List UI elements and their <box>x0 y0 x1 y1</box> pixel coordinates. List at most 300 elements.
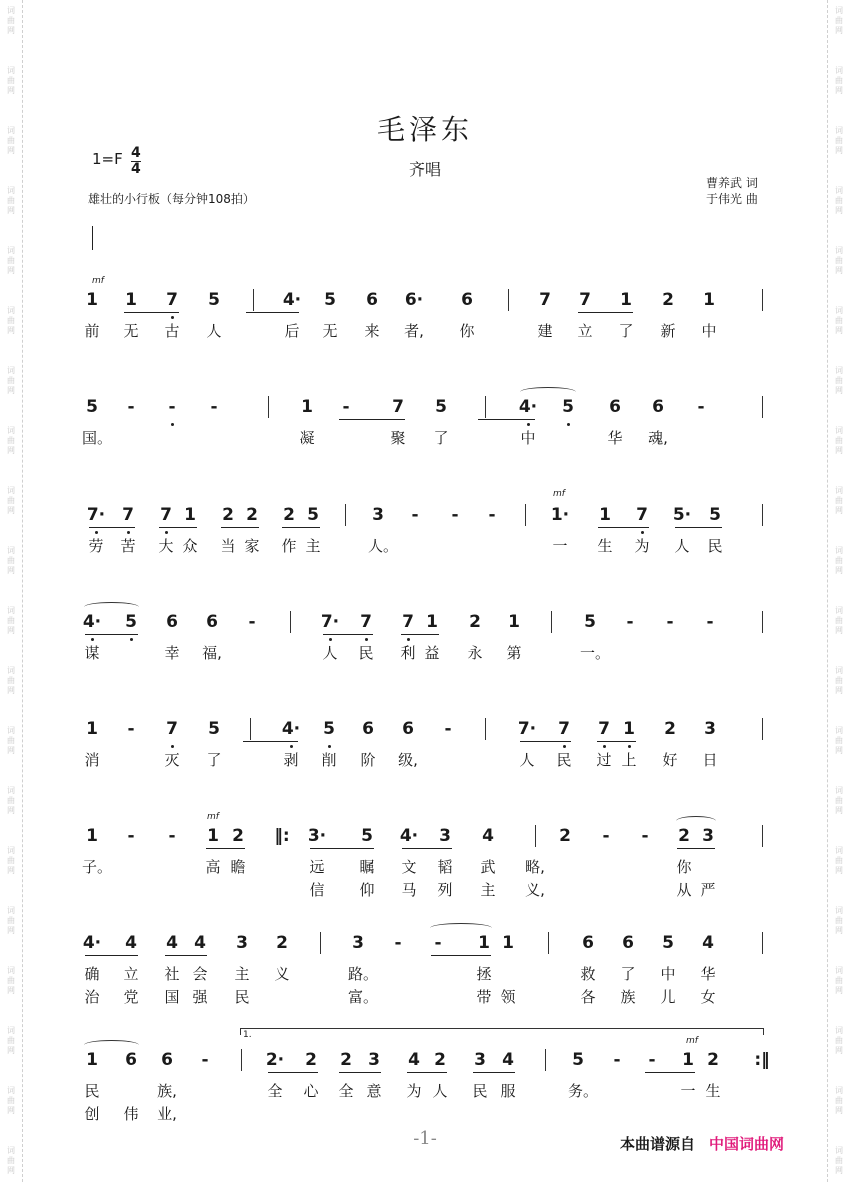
note: 5 <box>323 719 335 739</box>
note: 7 <box>160 505 172 525</box>
note: 5· <box>672 505 692 525</box>
lyric: 全 <box>338 1082 354 1100</box>
lyric-verse-2: 从 <box>676 881 692 899</box>
note: 5 <box>361 826 373 846</box>
lyric: 主 <box>234 965 250 983</box>
note: 2 <box>340 1050 352 1070</box>
lyric: 略, <box>525 858 545 876</box>
eighth-beam <box>431 955 491 956</box>
lyric: 韬 <box>437 858 453 876</box>
lyric: 人 <box>674 537 690 555</box>
watermark-text: 词 曲 网 <box>7 426 15 455</box>
dash-extension: - <box>488 505 496 525</box>
watermark-text: 词 曲 网 <box>835 606 843 635</box>
lyric: 为 <box>406 1082 422 1100</box>
lyric: 幸 <box>164 644 180 662</box>
barline <box>535 825 536 847</box>
watermark-text: 词 曲 网 <box>7 306 15 335</box>
lyric-verse-2: 义, <box>525 881 545 899</box>
low-octave-dot <box>95 531 98 534</box>
slur <box>520 387 576 397</box>
dash-extension: - <box>210 397 218 417</box>
lyric: 剥 <box>283 751 299 769</box>
lyric-verse-2: 女 <box>700 988 716 1006</box>
note: 4 <box>194 933 206 953</box>
barline <box>290 611 291 633</box>
lyric: 聚 <box>390 429 406 447</box>
lyric: 拯 <box>476 965 492 983</box>
low-octave-dot <box>527 423 530 426</box>
lyric: 凝 <box>299 429 315 447</box>
dash-extension: - <box>127 826 135 846</box>
barline <box>762 718 763 740</box>
barline <box>545 1049 546 1071</box>
eighth-beam <box>159 527 197 528</box>
lyric: 人 <box>206 322 222 340</box>
note: 1 <box>508 612 520 632</box>
note: 7 <box>166 719 178 739</box>
barline <box>253 289 254 311</box>
credits <box>706 175 758 207</box>
low-octave-dot <box>365 638 368 641</box>
watermark-text: 词 曲 网 <box>835 1086 843 1115</box>
dynamic-mf: mf <box>92 276 104 286</box>
lyric: 中 <box>660 965 676 983</box>
note: 6 <box>166 612 178 632</box>
note: 7 <box>166 290 178 310</box>
note: 5 <box>208 290 220 310</box>
lyric: 子。 <box>82 858 113 876</box>
barline <box>762 289 763 311</box>
low-octave-dot <box>407 638 410 641</box>
watermark-text: 词 曲 网 <box>7 606 15 635</box>
dash-extension: - <box>127 397 135 417</box>
repeat-end-sign: :‖ <box>754 1050 770 1070</box>
barline <box>508 289 509 311</box>
note: 4· <box>282 290 302 310</box>
lyric: 过 <box>596 751 612 769</box>
note: 5 <box>435 397 447 417</box>
note: 7 <box>558 719 570 739</box>
note: 2 <box>707 1050 719 1070</box>
lyric-verse-2: 各 <box>580 988 596 1006</box>
lyric: 灭 <box>164 751 180 769</box>
page-number: -1- <box>413 1128 437 1149</box>
note: 6 <box>582 933 594 953</box>
low-octave-dot <box>91 638 94 641</box>
eighth-beam <box>597 741 636 742</box>
low-octave-dot <box>165 531 168 534</box>
dash-extension: - <box>697 397 705 417</box>
lyric: 福, <box>202 644 222 662</box>
dynamic-mf: mf <box>686 1036 698 1046</box>
barline <box>268 396 269 418</box>
note: 6 <box>402 719 414 739</box>
eighth-beam <box>268 1072 318 1073</box>
lyric: 文 <box>401 858 417 876</box>
lyric: 瞻 <box>230 858 246 876</box>
lyric: 新 <box>660 322 676 340</box>
watermark-text: 词 曲 网 <box>835 906 843 935</box>
eighth-beam <box>402 848 452 849</box>
eighth-beam <box>165 955 207 956</box>
lyric: 前 <box>84 322 100 340</box>
lyric: 了 <box>433 429 449 447</box>
dash-extension: - <box>613 1050 621 1070</box>
note: 7 <box>539 290 551 310</box>
note: 1 <box>184 505 196 525</box>
lyric: 了 <box>206 751 222 769</box>
lyric-verse-2: 富。 <box>348 988 379 1006</box>
lyric: 日 <box>702 751 718 769</box>
eighth-beam <box>246 312 299 313</box>
note: 1 <box>620 290 632 310</box>
lyric: 义 <box>274 965 290 983</box>
lyric: 来 <box>364 322 380 340</box>
note: 3 <box>236 933 248 953</box>
lyric: 确 <box>84 965 100 983</box>
lyric: 消 <box>84 751 100 769</box>
dash-extension: - <box>451 505 459 525</box>
note: 4· <box>281 719 301 739</box>
watermark-text: 词 曲 网 <box>835 1146 843 1175</box>
note: 7· <box>320 612 340 632</box>
lyric-verse-2: 带 <box>476 988 492 1006</box>
low-octave-dot <box>290 745 293 748</box>
watermark-text: 词 曲 网 <box>7 786 15 815</box>
watermark-text: 词 曲 网 <box>7 126 15 155</box>
tempo-marking: 雄壮的小行板（每分钟108拍） <box>88 192 255 206</box>
watermark-text: 词 曲 网 <box>7 486 15 515</box>
lyric: 上 <box>621 751 637 769</box>
low-octave-dot <box>171 745 174 748</box>
note: 7 <box>636 505 648 525</box>
note: 6 <box>125 1050 137 1070</box>
low-octave-dot <box>563 745 566 748</box>
lyric: 民 <box>84 1082 100 1100</box>
note: 7 <box>402 612 414 632</box>
note: 4· <box>399 826 419 846</box>
volta-bracket <box>240 1028 764 1035</box>
note: 2 <box>232 826 244 846</box>
note: 3 <box>704 719 716 739</box>
lyric: 苦 <box>120 537 136 555</box>
barline <box>485 718 486 740</box>
eighth-beam <box>282 527 320 528</box>
note: 7 <box>122 505 134 525</box>
lyric-verse-2: 创 <box>84 1105 100 1123</box>
dash-extension: - <box>201 1050 209 1070</box>
low-octave-dot <box>329 638 332 641</box>
eighth-beam <box>478 419 535 420</box>
note: 5 <box>125 612 137 632</box>
dash-extension: - <box>666 612 674 632</box>
low-octave-dot <box>171 423 174 426</box>
watermark-text: 词 曲 网 <box>7 846 15 875</box>
lyric: 大 <box>158 537 174 555</box>
note: 2 <box>283 505 295 525</box>
lyric: 族, <box>157 1082 177 1100</box>
lyric-verse-2: 党 <box>123 988 139 1006</box>
eighth-beam <box>206 848 245 849</box>
watermark-text: 词 曲 网 <box>7 726 15 755</box>
note: 1 <box>301 397 313 417</box>
lyric: 阶 <box>360 751 376 769</box>
note: 1 <box>86 290 98 310</box>
slur <box>430 923 492 933</box>
note: 3 <box>702 826 714 846</box>
note: 5 <box>584 612 596 632</box>
lyric-verse-2: 领 <box>500 988 516 1006</box>
barline <box>762 396 763 418</box>
barline <box>485 396 486 418</box>
eighth-beam <box>221 527 259 528</box>
barline <box>762 504 763 526</box>
note: 1 <box>86 1050 98 1070</box>
watermark-text: 词 曲 网 <box>7 366 15 395</box>
low-octave-dot <box>328 745 331 748</box>
lyric-verse-2: 业, <box>157 1105 177 1123</box>
barline <box>551 611 552 633</box>
barline <box>345 504 346 526</box>
volta-number: 1. <box>243 1030 252 1040</box>
lyric: 救 <box>580 965 596 983</box>
lyric: 人。 <box>368 537 399 555</box>
time-signature-top: 4 <box>131 145 141 161</box>
watermark-text: 词 曲 网 <box>7 66 15 95</box>
note: 6 <box>609 397 621 417</box>
dash-extension: - <box>602 826 610 846</box>
note: 6 <box>161 1050 173 1070</box>
note: 1 <box>125 290 137 310</box>
note: 7 <box>598 719 610 739</box>
lyric: 你 <box>459 322 475 340</box>
note: 1 <box>623 719 635 739</box>
eighth-beam <box>339 1072 381 1073</box>
lyric: 人 <box>322 644 338 662</box>
lyric: 华 <box>607 429 623 447</box>
dash-extension: - <box>626 612 634 632</box>
watermark-text: 词 曲 网 <box>7 906 15 935</box>
watermark-text: 词 曲 网 <box>835 786 843 815</box>
lyric: 人 <box>432 1082 448 1100</box>
watermark-text: 词 曲 网 <box>835 726 843 755</box>
repeat-start-sign: ‖: <box>274 826 290 846</box>
lyric: 削 <box>321 751 337 769</box>
note: 4· <box>82 612 102 632</box>
low-octave-dot <box>171 316 174 319</box>
note: 6 <box>366 290 378 310</box>
note: 6 <box>206 612 218 632</box>
lyric: 利 <box>400 644 416 662</box>
note: 6· <box>404 290 424 310</box>
lyric: 立 <box>577 322 593 340</box>
watermark-text: 词 曲 网 <box>7 1146 15 1175</box>
note: 4 <box>702 933 714 953</box>
eighth-beam <box>243 741 298 742</box>
watermark-text: 词 曲 网 <box>7 666 15 695</box>
dash-extension: - <box>127 719 135 739</box>
low-octave-dot <box>603 745 606 748</box>
lyric: 高 <box>205 858 221 876</box>
watermark-text: 词 曲 网 <box>835 846 843 875</box>
note: 2 <box>469 612 481 632</box>
lyric: 魂, <box>648 429 668 447</box>
lyric-verse-2: 民 <box>234 988 250 1006</box>
lyric: 劳 <box>88 537 104 555</box>
lyric: 民 <box>556 751 572 769</box>
lyric: 全 <box>267 1082 283 1100</box>
note: 7 <box>579 290 591 310</box>
lyric: 古 <box>164 322 180 340</box>
source-site-link[interactable]: 中国词曲网 <box>709 1135 785 1153</box>
note: 1 <box>207 826 219 846</box>
barline <box>241 1049 242 1071</box>
note: 1· <box>550 505 570 525</box>
note: 1 <box>599 505 611 525</box>
dash-extension: - <box>342 397 350 417</box>
lyric: 人 <box>519 751 535 769</box>
lyric: 者, <box>404 322 424 340</box>
lyric: 主 <box>305 537 321 555</box>
note: 4 <box>502 1050 514 1070</box>
slur <box>84 602 139 612</box>
lyric: 瞩 <box>359 858 375 876</box>
barline <box>320 932 321 954</box>
note: 4 <box>408 1050 420 1070</box>
lyric-verse-2: 严 <box>700 881 716 899</box>
eighth-beam <box>578 312 633 313</box>
eighth-beam <box>598 527 649 528</box>
dash-extension: - <box>411 505 419 525</box>
note: 3 <box>439 826 451 846</box>
eighth-beam <box>401 634 439 635</box>
note: 2 <box>678 826 690 846</box>
note: 7 <box>360 612 372 632</box>
watermark-text: 词 曲 网 <box>835 966 843 995</box>
eighth-beam <box>85 955 138 956</box>
slur <box>84 1040 139 1050</box>
note: 7 <box>392 397 404 417</box>
lyric: 了 <box>620 965 636 983</box>
dash-extension: - <box>706 612 714 632</box>
lyric: 为 <box>634 537 650 555</box>
lyric: 中 <box>701 322 717 340</box>
dynamic-mf: mf <box>553 489 565 499</box>
note: 7· <box>86 505 106 525</box>
lyric: 中 <box>520 429 536 447</box>
lyric: 远 <box>309 858 325 876</box>
low-octave-dot <box>130 638 133 641</box>
watermark-text: 词 曲 网 <box>835 546 843 575</box>
lyric: 建 <box>537 322 553 340</box>
source-prefix: 本曲谱源自 <box>620 1135 696 1153</box>
dash-extension: - <box>248 612 256 632</box>
dash-extension: - <box>434 933 442 953</box>
lyric: 民 <box>707 537 723 555</box>
low-octave-dot <box>127 531 130 534</box>
watermark-text: 词 曲 网 <box>835 486 843 515</box>
eighth-beam <box>473 1072 515 1073</box>
note: 5 <box>662 933 674 953</box>
lyric: 作 <box>281 537 297 555</box>
slur <box>676 816 716 826</box>
lyric: 一。 <box>580 644 611 662</box>
dash-extension: - <box>648 1050 656 1070</box>
note: 2 <box>305 1050 317 1070</box>
watermark-text: 词 曲 网 <box>7 966 15 995</box>
eighth-beam <box>89 527 135 528</box>
lyric-verse-2: 儿 <box>660 988 676 1006</box>
note: 5 <box>86 397 98 417</box>
lyric-verse-2: 国 <box>164 988 180 1006</box>
lyric: 会 <box>192 965 208 983</box>
lyric: 生 <box>597 537 613 555</box>
note: 3 <box>474 1050 486 1070</box>
note: 1 <box>703 290 715 310</box>
barline <box>762 932 763 954</box>
note: 5 <box>208 719 220 739</box>
note: 1 <box>682 1050 694 1070</box>
watermark-text: 词 曲 网 <box>835 666 843 695</box>
note: 1 <box>86 826 98 846</box>
lyric-verse-2: 信 <box>309 881 325 899</box>
note: 6 <box>622 933 634 953</box>
note: 4 <box>482 826 494 846</box>
watermark-text: 词 曲 网 <box>835 186 843 215</box>
eighth-beam <box>85 634 138 635</box>
note: 3· <box>307 826 327 846</box>
eighth-beam <box>675 527 722 528</box>
lyric: 益 <box>424 644 440 662</box>
eighth-beam <box>124 312 179 313</box>
lyric: 当 <box>220 537 236 555</box>
note: 5 <box>324 290 336 310</box>
lyric: 民 <box>472 1082 488 1100</box>
source-credit <box>620 1133 784 1154</box>
lyric-verse-2: 族 <box>620 988 636 1006</box>
note: 5 <box>307 505 319 525</box>
lyric: 国。 <box>82 429 113 447</box>
watermark-text: 词 曲 网 <box>835 66 843 95</box>
dash-extension: - <box>394 933 402 953</box>
eighth-beam <box>310 848 374 849</box>
lyric: 好 <box>662 751 678 769</box>
watermark-text: 词 曲 网 <box>835 426 843 455</box>
eighth-beam <box>677 848 715 849</box>
lyric: 一 <box>680 1082 696 1100</box>
lyric: 社 <box>164 965 180 983</box>
lyric: 服 <box>500 1082 516 1100</box>
lyric: 级, <box>398 751 418 769</box>
lyric: 民 <box>358 644 374 662</box>
eighth-beam <box>407 1072 447 1073</box>
dynamic-mf: mf <box>207 812 219 822</box>
note: 3 <box>368 1050 380 1070</box>
lyric: 谋 <box>84 644 100 662</box>
watermark-text: 词 曲 网 <box>835 126 843 155</box>
watermark-text: 词 曲 网 <box>7 1086 15 1115</box>
low-octave-dot <box>641 531 644 534</box>
note: 1 <box>478 933 490 953</box>
lyric: 生 <box>705 1082 721 1100</box>
lyric: 众 <box>182 537 198 555</box>
lyric-verse-2: 治 <box>84 988 100 1006</box>
note: 2 <box>246 505 258 525</box>
lyric: 务。 <box>568 1082 599 1100</box>
note: 1 <box>502 933 514 953</box>
lyric-verse-2: 主 <box>480 881 496 899</box>
